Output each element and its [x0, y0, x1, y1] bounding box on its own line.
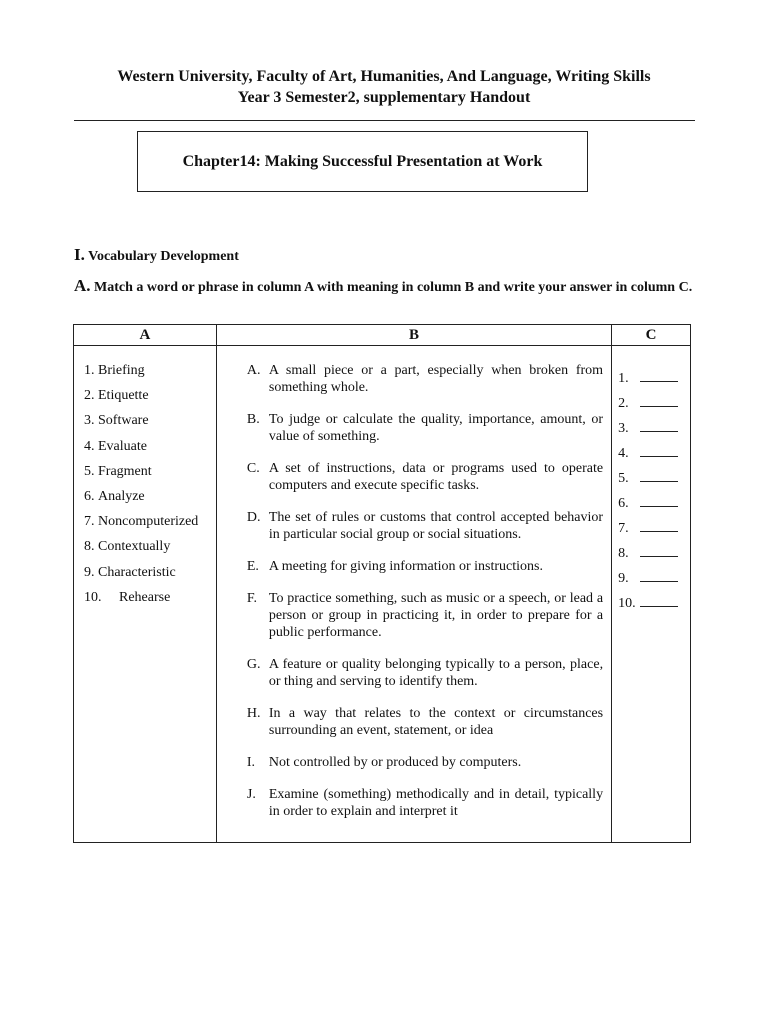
- answer-item: [618, 494, 690, 519]
- word-list-item: [84, 538, 216, 563]
- definition-item: [247, 411, 603, 445]
- answer-number: 5.: [618, 471, 629, 486]
- definition-letter: F.: [246, 591, 258, 606]
- definition-letter: H.: [246, 706, 261, 721]
- definition-text: A small piece or a part, especially when broken from something whole.: [268, 363, 604, 395]
- definition-text: A meeting for giving information or instructions.: [268, 559, 544, 574]
- answer-blank[interactable]: [640, 394, 678, 407]
- definition-letter: D.: [246, 510, 261, 525]
- answer-number: 6.: [618, 496, 629, 511]
- section-heading: [74, 245, 239, 265]
- word-text: Etiquette: [98, 388, 149, 404]
- exercise-label: A.: [74, 276, 91, 295]
- answer-item: [618, 594, 690, 619]
- word-number: 9.: [84, 564, 95, 580]
- answer-blank[interactable]: [640, 444, 678, 457]
- answer-list: [612, 346, 690, 619]
- column-b-cell: [216, 346, 611, 843]
- word-text: Characteristic: [98, 564, 176, 580]
- word-list-item: [84, 564, 216, 589]
- answer-item: [618, 519, 690, 544]
- column-a-cell: [74, 346, 217, 843]
- definition-list: [217, 346, 611, 842]
- word-text: Briefing: [98, 363, 145, 378]
- answer-blank[interactable]: [640, 469, 678, 482]
- header-divider: [74, 120, 695, 121]
- answer-number: 1.: [618, 371, 629, 386]
- answer-number: 4.: [618, 446, 629, 461]
- answer-number: 8.: [618, 546, 629, 561]
- word-text: Evaluate: [98, 438, 147, 454]
- answer-blank[interactable]: [640, 594, 678, 607]
- definition-text: Not controlled by or produced by computers.: [268, 755, 522, 770]
- answer-number: 3.: [618, 421, 629, 436]
- definition-item: [247, 754, 603, 771]
- answer-number: 7.: [618, 521, 629, 536]
- column-c-header: C: [612, 325, 691, 346]
- table-header-row: [74, 325, 691, 346]
- definition-item: [247, 362, 603, 396]
- answer-number: 10.: [618, 596, 636, 611]
- exercise-instruction: [74, 276, 694, 297]
- word-text: Rehearse: [119, 589, 171, 605]
- answer-item: [618, 444, 690, 469]
- answer-blank[interactable]: [640, 419, 678, 432]
- answer-item: [618, 544, 690, 569]
- column-c-cell: [612, 346, 691, 843]
- word-list-item: [84, 387, 216, 412]
- definition-item: [247, 656, 603, 690]
- definition-letter: J.: [246, 787, 256, 802]
- definition-letter: I.: [246, 755, 256, 770]
- answer-blank[interactable]: [640, 494, 678, 507]
- definition-item: [247, 786, 603, 820]
- definition-letter: C.: [246, 461, 260, 476]
- definition-text: A feature or quality belonging typically to a person, place, or thing and serving to identify them.: [268, 657, 604, 689]
- definition-text: To judge or calculate the quality, importance, amount, or value of something.: [268, 412, 604, 444]
- answer-number: 9.: [618, 571, 629, 586]
- answer-item: [618, 569, 690, 594]
- answer-item: [618, 469, 690, 494]
- definition-text: In a way that relates to the context or circumstances surrounding an event, statement, or idea: [268, 706, 604, 738]
- word-text: Software: [98, 413, 149, 429]
- word-list-item: [84, 513, 216, 538]
- definition-letter: A.: [246, 363, 261, 378]
- answer-item: [618, 369, 690, 394]
- word-text: Analyze: [98, 488, 145, 504]
- answer-item: [618, 394, 690, 419]
- word-text: Fragment: [98, 463, 152, 479]
- word-list-item: [84, 412, 216, 437]
- definition-text: The set of rules or customs that control accepted behavior in particular social group or social situations.: [268, 510, 604, 542]
- word-number: 5.: [84, 463, 95, 479]
- definition-item: [247, 509, 603, 543]
- column-a-header: A: [74, 325, 217, 346]
- section-numeral: I.: [74, 245, 85, 264]
- word-list-item: [84, 488, 216, 513]
- word-list-item: [84, 589, 216, 614]
- definition-letter: B.: [246, 412, 260, 427]
- word-list-item: [84, 438, 216, 463]
- definition-item: [247, 558, 603, 575]
- word-list: [74, 346, 216, 614]
- chapter-title-box: [137, 131, 588, 192]
- definition-text: A set of instructions, data or programs used to operate computers and execute specific tasks.: [268, 461, 604, 493]
- word-number: 2.: [84, 388, 95, 404]
- exercise-text: Match a word or phrase in column A with meaning in column B and write your answer in column C.: [94, 280, 693, 295]
- word-number: 7.: [84, 514, 95, 530]
- word-number: 6.: [84, 488, 95, 504]
- word-number: 10.: [84, 589, 102, 605]
- word-list-item: [84, 362, 216, 387]
- word-text: Contextually: [98, 539, 171, 555]
- definition-text: Examine (something) methodically and in detail, typically in order to explain and interpret it: [268, 787, 604, 819]
- answer-number: 2.: [618, 396, 629, 411]
- word-text: Noncomputerized: [98, 514, 199, 530]
- definition-item: [247, 590, 603, 641]
- definition-text: To practice something, such as music or a speech, or lead a person or group in practicing it, in order to prepare for a public performance.: [268, 591, 604, 640]
- header-line-1: Western University, Faculty of Art, Humanities, And Language, Writing Skills: [117, 68, 651, 85]
- word-number: 3.: [84, 413, 95, 429]
- table-body-row: [74, 346, 691, 843]
- chapter-title: Chapter14: Making Successful Presentation at Work: [182, 152, 543, 170]
- header-line-2: Year 3 Semester2, supplementary Handout: [237, 89, 531, 106]
- word-list-item: [84, 463, 216, 488]
- answer-item: [618, 419, 690, 444]
- matching-table: [73, 324, 691, 843]
- definition-letter: G.: [246, 657, 261, 672]
- document-header: [60, 66, 708, 108]
- answer-blank[interactable]: [640, 519, 678, 532]
- section-title: Vocabulary Development: [88, 249, 239, 264]
- word-number: 1.: [84, 363, 95, 378]
- definition-item: [247, 460, 603, 494]
- column-b-header: B: [216, 325, 611, 346]
- definition-letter: E.: [246, 559, 259, 574]
- answer-blank[interactable]: [640, 544, 678, 557]
- word-number: 4.: [84, 438, 95, 454]
- answer-blank[interactable]: [640, 369, 678, 382]
- word-number: 8.: [84, 539, 95, 555]
- answer-blank[interactable]: [640, 569, 678, 582]
- definition-item: [247, 705, 603, 739]
